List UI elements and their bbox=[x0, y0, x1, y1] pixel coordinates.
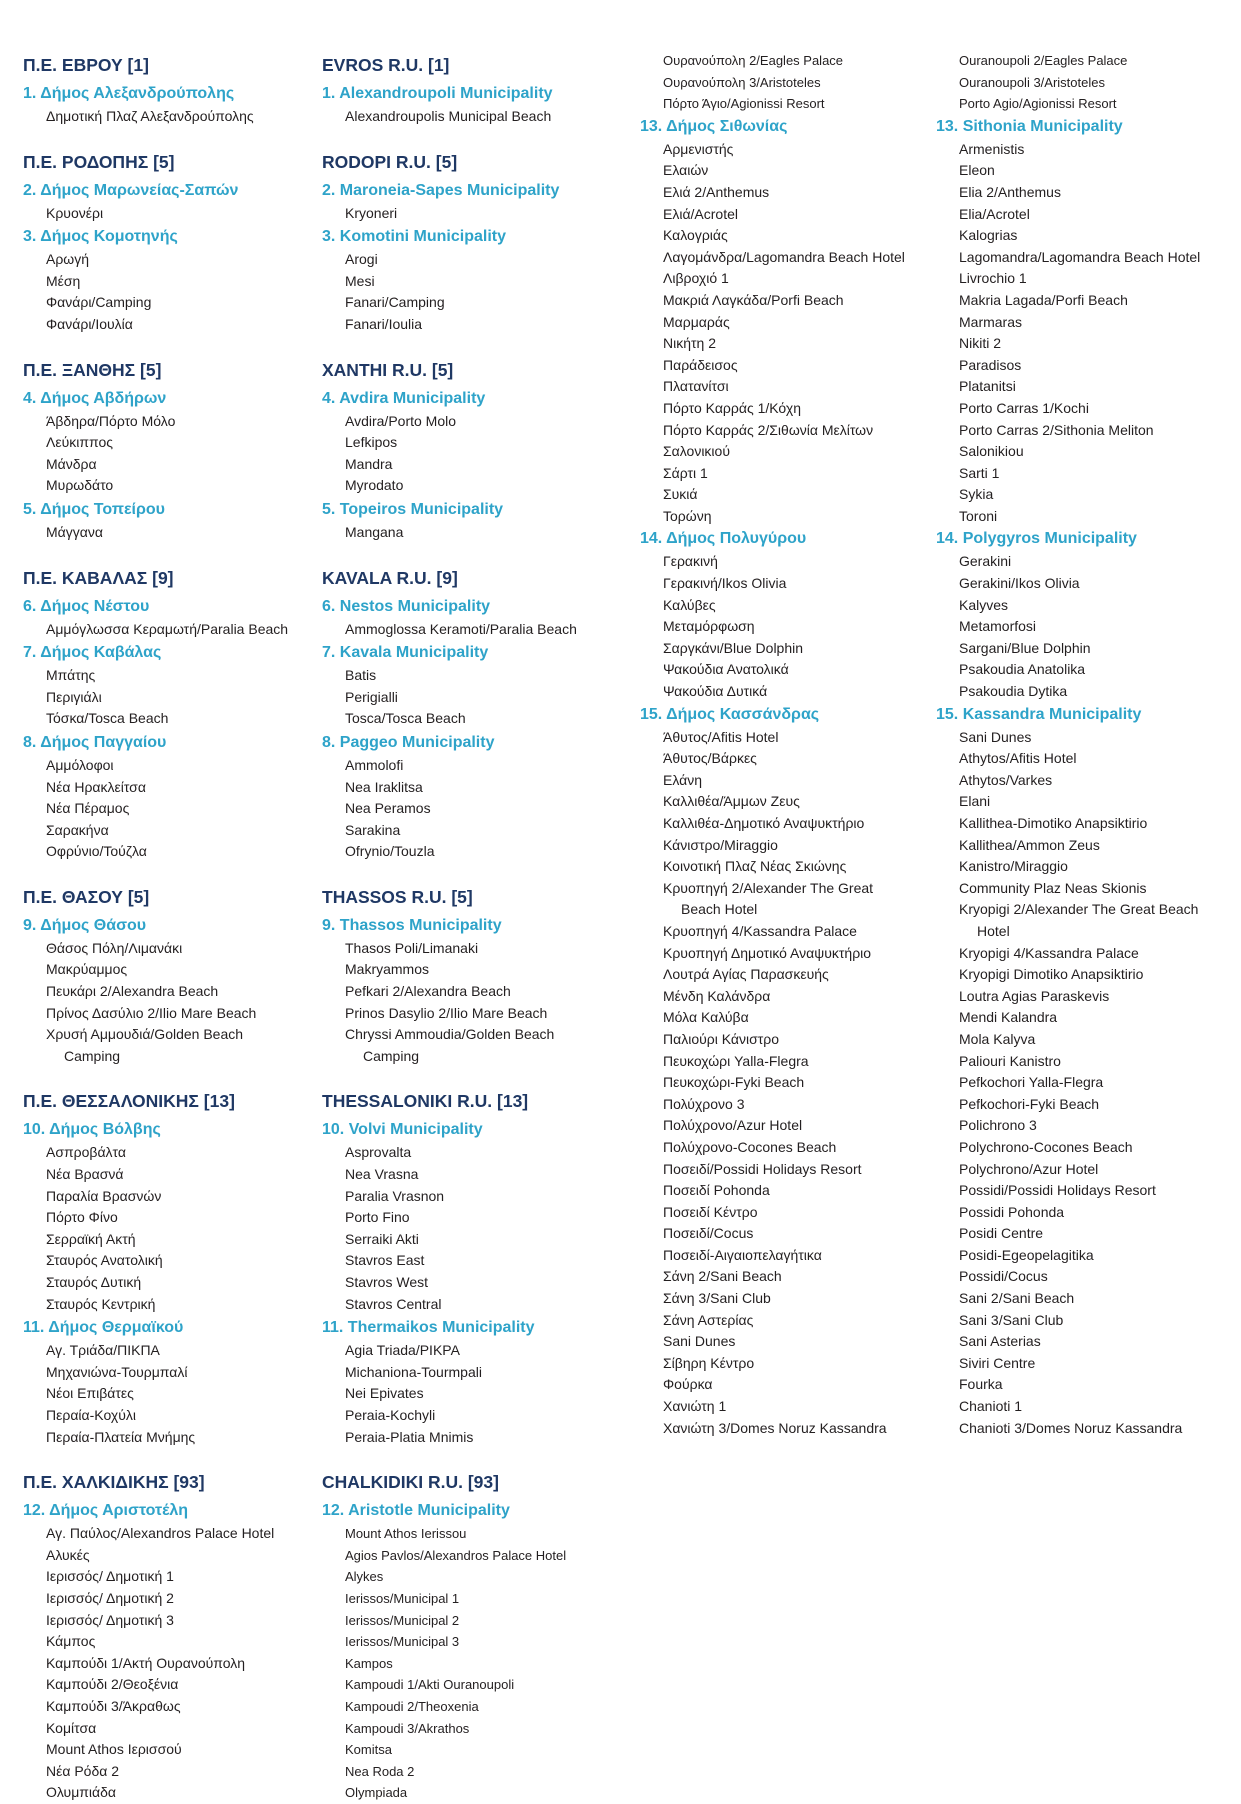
beach-item: Porto Carras 1/Kochi bbox=[959, 399, 1089, 416]
municipality-heading: 13. Sithonia Municipality bbox=[936, 117, 1123, 135]
beach-item: Καλύβες bbox=[663, 596, 716, 613]
beach-item: Καμπούδι 1/Ακτή Ουρανούπολη bbox=[46, 1654, 246, 1671]
beach-item: Hotel bbox=[977, 922, 1010, 939]
beach-item: Πόρτο Καρράς 2/Σιθωνία Μελίτων bbox=[663, 421, 874, 438]
beach-item: Polychrono/Azur Hotel bbox=[959, 1160, 1099, 1177]
beach-item: Ολυμπιάδα bbox=[46, 1784, 117, 1801]
municipality-heading: 10. Volvi Municipality bbox=[322, 1121, 483, 1139]
beach-item: Serraiki Akti bbox=[345, 1230, 419, 1247]
municipality-heading: 9. Δήμος Θάσου bbox=[23, 916, 147, 934]
municipality-heading: 1. Alexandroupoli Municipality bbox=[322, 85, 553, 102]
beach-item: Pefkochori-Fyki Beach bbox=[959, 1095, 1100, 1112]
beach-item: Mount Athos Ιερισσού bbox=[46, 1741, 182, 1758]
municipality-heading: 2. Δήμος Μαρωνείας-Σαπών bbox=[23, 181, 239, 199]
beach-item: Fourka bbox=[959, 1376, 1003, 1393]
beach-item: Perigialli bbox=[345, 688, 398, 705]
municipality-heading: 4. Avdira Municipality bbox=[322, 389, 486, 407]
beach-item: Σίβηρη Κέντρο bbox=[663, 1354, 755, 1371]
beach-item: Posidi-Egeopelagitika bbox=[959, 1246, 1094, 1263]
beach-item: Eleon bbox=[959, 162, 995, 179]
beach-item: Καλογριάς bbox=[663, 227, 728, 244]
beach-item: Ιερισσός/ Δημοτική 2 bbox=[46, 1589, 174, 1606]
beach-item: Siviri Centre bbox=[959, 1354, 1036, 1371]
beach-item: Σταυρός Δυτική bbox=[46, 1274, 142, 1290]
municipality-heading: 10. Δήμος Βόλβης bbox=[23, 1121, 161, 1139]
beach-item: Κοινοτική Πλαζ Νέας Σκιώνης bbox=[663, 858, 847, 875]
beach-item: Σάνη 2/Sani Beach bbox=[663, 1268, 782, 1285]
beach-item: Gerakini/Ikos Olivia bbox=[959, 575, 1080, 592]
beach-item: Batis bbox=[345, 667, 377, 684]
municipality-heading: 7. Kavala Municipality bbox=[322, 644, 489, 662]
beach-item: Μόλα Καλύβα bbox=[663, 1009, 749, 1026]
beach-item: Καμπούδι 2/Θεοξένια bbox=[46, 1676, 179, 1693]
beach-item: Sani Dunes bbox=[959, 728, 1032, 745]
beach-item: Καλλιθέα-Δημοτικό Αναψυκτήριο bbox=[663, 815, 865, 831]
beach-item: Παράδεισος bbox=[663, 356, 738, 373]
beach-item: Paliouri Kanistro bbox=[959, 1052, 1061, 1069]
beach-item: Paralia Vrasnon bbox=[345, 1187, 445, 1204]
beach-item: Αμμόγλωσσα Κεραμωτή/Paralia Beach bbox=[46, 620, 289, 637]
beach-item: Gerakini bbox=[959, 553, 1012, 570]
beach-item: Athytos/Afitis Hotel bbox=[959, 750, 1077, 767]
beach-item: Μυρωδάτο bbox=[46, 477, 114, 494]
beach-item: Kampoudi 2/Theoxenia bbox=[345, 1698, 479, 1714]
beach-item: Ierissos/Municipal 3 bbox=[345, 1634, 460, 1650]
municipality-heading: 6. Δήμος Νέστου bbox=[23, 597, 150, 615]
column-english-2 bbox=[936, 50, 1232, 1439]
region-heading: Π.Ε. ΘΑΣΟΥ [5] bbox=[23, 886, 150, 907]
municipality-heading: 12. Δήμος Αριστοτέλη bbox=[23, 1502, 188, 1520]
beach-item: Mendi Kalandra bbox=[959, 1009, 1058, 1026]
beach-item: Kallithea/Ammon Zeus bbox=[959, 836, 1100, 853]
beach-item: Αρωγή bbox=[46, 251, 90, 268]
beach-item: Φούρκα bbox=[663, 1376, 713, 1393]
beach-item: Φανάρι/Ιουλία bbox=[46, 315, 133, 332]
beach-item: Πευκοχώρι Yalla-Flegra bbox=[663, 1052, 809, 1069]
beach-item: Elia/Acrotel bbox=[959, 205, 1030, 222]
beach-item: Fanari/Ioulia bbox=[345, 315, 423, 332]
beach-item: Ιερισσός/ Δημοτική 3 bbox=[46, 1611, 174, 1628]
beach-item: Makria Lagada/Porfi Beach bbox=[959, 291, 1128, 308]
beach-item: Λιβροχιό 1 bbox=[663, 270, 729, 287]
beach-item: Polychrono-Cocones Beach bbox=[959, 1138, 1133, 1155]
beach-item: Elani bbox=[959, 793, 991, 810]
beach-item: Olympiada bbox=[345, 1785, 408, 1801]
beach-item: Αρμενιστής bbox=[663, 140, 734, 157]
beach-item: Lefkipos bbox=[345, 434, 398, 451]
beach-item: Kalyves bbox=[959, 596, 1009, 613]
beach-item: Μέση bbox=[46, 272, 81, 289]
beach-item: Ποσειδί Κέντρο bbox=[663, 1203, 758, 1220]
column-greek-1 bbox=[23, 50, 289, 1804]
municipality-heading: 6. Nestos Municipality bbox=[322, 597, 491, 615]
municipality-heading: 5. Δήμος Τοπείρου bbox=[23, 500, 165, 518]
beach-item: Σαρακήνα bbox=[46, 821, 109, 838]
beach-item: Νέα Ρόδα 2 bbox=[46, 1762, 120, 1779]
beach-item: Γερακινή/Ikos Olivia bbox=[663, 575, 787, 592]
beach-item: Sani Dunes bbox=[663, 1333, 736, 1350]
beach-item: Ierissos/Municipal 1 bbox=[345, 1590, 460, 1606]
beach-item: Sykia bbox=[959, 486, 994, 503]
beach-item: Agios Pavlos/Alexandros Palace Hotel bbox=[345, 1547, 567, 1563]
beach-item: Armenistis bbox=[959, 140, 1025, 157]
beach-item: Ofrynio/Touzla bbox=[345, 843, 435, 860]
beach-item: Θάσος Πόλη/Λιμανάκι bbox=[46, 939, 183, 956]
beach-item: Alexandroupolis Municipal Beach bbox=[345, 108, 552, 124]
beach-item: Komitsa bbox=[345, 1742, 392, 1758]
beach-item: Pefkochori Yalla-Flegra bbox=[959, 1074, 1104, 1091]
beach-item: Camping bbox=[64, 1047, 121, 1064]
beach-item: Stavros West bbox=[345, 1274, 428, 1290]
beach-item: Ασπροβάλτα bbox=[46, 1144, 126, 1161]
beach-item: Νέα Πέραμος bbox=[46, 800, 130, 817]
beach-item: Toroni bbox=[959, 507, 998, 524]
region-heading: XANTHI R.U. [5] bbox=[322, 359, 454, 380]
beach-item: Συκιά bbox=[663, 486, 698, 503]
beach-item: Kanistro/Miraggio bbox=[959, 858, 1068, 875]
beach-item: Metamorfosi bbox=[959, 618, 1037, 635]
beach-item: Athytos/Varkes bbox=[959, 771, 1053, 788]
beach-item: Κρυονέρι bbox=[46, 204, 104, 221]
beach-item: Ouranoupoli 2/Eagles Palace bbox=[959, 53, 1128, 68]
beach-item: Kryopigi Dimotiko Anapsiktirio bbox=[959, 966, 1144, 983]
beach-item: Kryopigi 2/Alexander The Great Beach bbox=[959, 901, 1199, 918]
beach-item: Καμπούδι 3/Άκραθως bbox=[46, 1697, 181, 1714]
beach-item: Περαία-Κοχύλι bbox=[46, 1406, 136, 1423]
beach-item: Nikiti 2 bbox=[959, 335, 1002, 352]
beach-item: Πλατανίτσι bbox=[663, 378, 729, 395]
region-heading: KAVALA R.U. [9] bbox=[322, 567, 458, 588]
beach-item: Porto Carras 2/Sithonia Meliton bbox=[959, 421, 1154, 438]
beach-item: Ψακούδια Ανατολικά bbox=[663, 661, 789, 678]
beach-item: Χρυσή Αμμουδιά/Golden Beach bbox=[46, 1026, 244, 1043]
beach-item: Agia Triada/PIKPA bbox=[345, 1342, 460, 1359]
beach-item: Mount Athos Ierissou bbox=[345, 1526, 467, 1542]
beach-item: Michaniona-Tourmpali bbox=[345, 1363, 482, 1380]
beach-item: Beach Hotel bbox=[681, 901, 758, 918]
beach-item: Οφρύνιο/Τούζλα bbox=[46, 843, 147, 860]
beach-item: Ouranoupoli 3/Aristoteles bbox=[959, 74, 1105, 90]
beach-item: Mangana bbox=[345, 523, 404, 540]
beach-item: Nea Vrasna bbox=[345, 1166, 419, 1183]
beach-item: Kryopigi 4/Kassandra Palace bbox=[959, 944, 1139, 961]
beach-item: Lagomandra/Lagomandra Beach Hotel bbox=[959, 248, 1201, 265]
beach-item: Peraia-Platia Mnimis bbox=[345, 1428, 474, 1445]
beach-item: Πολύχρονο/Azur Hotel bbox=[663, 1117, 803, 1134]
beach-item: Livrochio 1 bbox=[959, 270, 1027, 287]
beach-item: Ιερισσός/ Δημοτική 1 bbox=[46, 1568, 174, 1585]
beach-item: Μακριά Λαγκάδα/Porfi Beach bbox=[663, 291, 844, 308]
beach-item: Kalogrias bbox=[959, 227, 1018, 244]
beach-item: Σάρτι 1 bbox=[663, 464, 708, 481]
beach-item: Τορώνη bbox=[663, 507, 712, 524]
beach-item: Αγ. Παύλος/Alexandros Palace Hotel bbox=[46, 1525, 275, 1542]
beach-item: Stavros East bbox=[345, 1252, 425, 1269]
beach-item: Άβδηρα/Πόρτο Μόλο bbox=[46, 412, 176, 429]
region-heading: Π.Ε. ΞΑΝΘΗΣ [5] bbox=[23, 359, 162, 380]
municipality-heading: 15. Kassandra Municipality bbox=[936, 705, 1142, 723]
beach-item: Γερακινή bbox=[663, 553, 718, 570]
municipality-heading: 12. Aristotle Municipality bbox=[322, 1502, 510, 1520]
beach-item: Mesi bbox=[345, 272, 375, 289]
beach-item: Παλιούρι Κάνιστρο bbox=[663, 1030, 780, 1047]
beach-item: Polichrono 3 bbox=[959, 1117, 1037, 1134]
beach-item: Σάνη Αστερίας bbox=[663, 1311, 754, 1328]
beach-item: Nei Epivates bbox=[345, 1385, 424, 1402]
region-heading: Π.Ε. ΡΟΔΟΠΗΣ [5] bbox=[23, 151, 175, 172]
beach-item: Ελαιών bbox=[663, 162, 709, 179]
beach-item: Κρυοπηγή 4/Kassandra Palace bbox=[663, 922, 857, 939]
beach-item: Ουρανούπολη 3/Aristoteles bbox=[663, 74, 821, 90]
region-heading: THESSALONIKI R.U. [13] bbox=[322, 1091, 529, 1112]
municipality-heading: 1. Δήμος Αλεξανδρούπολης bbox=[23, 85, 235, 102]
beach-item: Σερραϊκή Ακτή bbox=[46, 1230, 136, 1247]
beach-item: Sarti 1 bbox=[959, 464, 1000, 481]
beach-item: Nea Roda 2 bbox=[345, 1763, 415, 1779]
beach-item: Possidi Pohonda bbox=[959, 1203, 1065, 1220]
beach-item: Μαρμαράς bbox=[663, 313, 730, 330]
beach-item: Sani 3/Sani Club bbox=[959, 1311, 1064, 1328]
beach-item: Tosca/Tosca Beach bbox=[345, 710, 466, 727]
municipality-heading: 7. Δήμος Καβάλας bbox=[23, 644, 162, 662]
beach-item: Chanioti 1 bbox=[959, 1398, 1023, 1415]
beach-item: Αγ. Τριάδα/ΠΙΚΠΑ bbox=[46, 1342, 160, 1359]
beach-item: Posidi Centre bbox=[959, 1225, 1044, 1242]
beach-item: Ποσειδί-Αιγαιοπελαγήτικα bbox=[663, 1246, 822, 1263]
beach-item: Πευκάρι 2/Alexandra Beach bbox=[46, 983, 219, 1000]
beach-item: Καλλιθέα/Άμμων Ζευς bbox=[663, 793, 800, 810]
beach-item: Λαγομάνδρα/Lagomandra Beach Hotel bbox=[663, 248, 905, 265]
beach-item: Psakoudia Anatolika bbox=[959, 661, 1086, 678]
beach-item: Μάνδρα bbox=[46, 455, 97, 472]
beach-item: Παραλία Βρασνών bbox=[46, 1187, 162, 1204]
beach-item: Μένδη Καλάνδρα bbox=[663, 987, 771, 1004]
municipality-heading: 9. Thassos Municipality bbox=[322, 916, 502, 934]
municipality-heading: 2. Maroneia-Sapes Municipality bbox=[322, 181, 560, 199]
beach-item: Kampoudi 1/Akti Ouranoupoli bbox=[345, 1677, 515, 1693]
beach-item: Mola Kalyva bbox=[959, 1030, 1036, 1047]
beach-item: Χανιώτη 3/Domes Noruz Kassandra bbox=[663, 1419, 887, 1436]
beach-item: Loutra Agias Paraskevis bbox=[959, 987, 1110, 1004]
municipality-heading: 11. Δήμος Θερμαϊκού bbox=[23, 1319, 184, 1337]
beach-item: Κρυοπηγή Δημοτικό Αναψυκτήριο bbox=[663, 944, 872, 961]
beach-item: Περιγιάλι bbox=[46, 688, 102, 705]
beach-item: Χανιώτη 1 bbox=[663, 1398, 727, 1415]
beach-item: Avdira/Porto Molo bbox=[345, 412, 457, 429]
municipality-heading: 3. Komotini Municipality bbox=[322, 228, 507, 246]
beach-item: Σαλονικιού bbox=[663, 443, 730, 460]
beach-item: Porto Fino bbox=[345, 1209, 410, 1226]
region-heading: RODOPI R.U. [5] bbox=[322, 151, 458, 172]
beach-item: Κάμπος bbox=[46, 1633, 96, 1650]
beach-item: Τόσκα/Tosca Beach bbox=[46, 710, 169, 727]
beach-item: Περαία-Πλατεία Μνήμης bbox=[46, 1428, 196, 1445]
municipality-heading: 13. Δήμος Σιθωνίας bbox=[640, 117, 788, 135]
beach-item: Λεύκιππος bbox=[46, 434, 114, 451]
beach-item: Σταυρός Ανατολική bbox=[46, 1252, 163, 1269]
beach-item: Salonikiou bbox=[959, 443, 1024, 460]
region-heading: Π.Ε. ΕΒΡΟΥ [1] bbox=[23, 55, 149, 75]
beach-item: Community Plaz Neas Skionis bbox=[959, 879, 1147, 896]
municipality-heading: 4. Δήμος Αβδήρων bbox=[23, 389, 167, 407]
beach-item: Chanioti 3/Domes Noruz Kassandra bbox=[959, 1419, 1183, 1436]
beach-item: Chryssi Ammoudia/Golden Beach bbox=[345, 1026, 555, 1043]
beach-item: Mandra bbox=[345, 455, 393, 472]
beach-item: Φανάρι/Camping bbox=[46, 294, 152, 311]
beach-item: Πόρτο Άγιο/Agionissi Resort bbox=[663, 96, 825, 112]
beach-item: Λουτρά Αγίας Παρασκευής bbox=[663, 966, 829, 983]
beach-item: Paradisos bbox=[959, 356, 1022, 373]
beach-item: Camping bbox=[363, 1047, 420, 1064]
beach-item: Άθυτος/Βάρκες bbox=[663, 750, 757, 767]
beach-item: Nea Iraklitsa bbox=[345, 778, 423, 795]
beach-item: Possidi/Cocus bbox=[959, 1268, 1048, 1285]
beach-item: Μπάτης bbox=[46, 667, 96, 684]
beach-item: Ελιά 2/Anthemus bbox=[663, 183, 770, 200]
beach-item: Πευκοχώρι-Fyki Beach bbox=[663, 1074, 805, 1091]
beach-item: Ποσειδί/Cocus bbox=[663, 1225, 754, 1242]
beach-item: Δημοτική Πλαζ Αλεξανδρούπολης bbox=[46, 108, 254, 124]
beach-item: Sarakina bbox=[345, 821, 401, 838]
beach-item: Makryammos bbox=[345, 961, 430, 978]
beach-item: Sani 2/Sani Beach bbox=[959, 1290, 1075, 1307]
beach-item: Σταυρός Κεντρική bbox=[46, 1295, 156, 1312]
municipality-heading: 8. Δήμος Παγγαίου bbox=[23, 733, 167, 751]
beach-item: Prinos Dasylio 2/Ilio Mare Beach bbox=[345, 1004, 548, 1021]
region-heading: Π.Ε. ΚΑΒΑΛΑΣ [9] bbox=[23, 567, 174, 588]
beach-item: Αλυκές bbox=[46, 1546, 90, 1563]
beach-item: Stavros Central bbox=[345, 1295, 442, 1312]
beach-item: Ποσειδί/Possidi Holidays Resort bbox=[663, 1160, 862, 1177]
beach-item: Elia 2/Anthemus bbox=[959, 183, 1061, 200]
beach-item: Μακρύαμμος bbox=[46, 961, 128, 978]
beach-item: Possidi/Possidi Holidays Resort bbox=[959, 1182, 1156, 1199]
beach-item: Platanitsi bbox=[959, 378, 1016, 395]
beach-item: Νέα Βρασνά bbox=[46, 1166, 124, 1183]
beach-item: Kallithea-Dimotiko Anapsiktirio bbox=[959, 815, 1148, 831]
region-heading: Π.Ε. ΧΑΛΚΙΔΙΚΗΣ [93] bbox=[23, 1472, 205, 1493]
beach-item: Peraia-Kochyli bbox=[345, 1406, 436, 1423]
beach-item: Kampoudi 3/Akrathos bbox=[345, 1720, 470, 1736]
beach-item: Arogi bbox=[345, 251, 378, 268]
beach-item: Νέα Ηρακλείτσα bbox=[46, 778, 146, 795]
municipality-heading: 11. Thermaikos Municipality bbox=[322, 1319, 535, 1337]
beach-item: Νικήτη 2 bbox=[663, 335, 716, 352]
column-english-1 bbox=[322, 50, 622, 1804]
beach-item: Fanari/Camping bbox=[345, 294, 445, 311]
beach-item: Sargani/Blue Dolphin bbox=[959, 639, 1091, 656]
beach-item: Άθυτος/Afitis Hotel bbox=[663, 728, 779, 745]
region-heading: Π.Ε. ΘΕΣΣΑΛΟΝΙΚΗΣ [13] bbox=[23, 1091, 235, 1112]
beach-item: Alykes bbox=[345, 1569, 384, 1585]
beach-item: Thasos Poli/Limanaki bbox=[345, 939, 479, 956]
beach-item: Ελιά/Acrotel bbox=[663, 205, 739, 222]
beach-item: Ελάνη bbox=[663, 771, 703, 788]
beach-item: Psakoudia Dytika bbox=[959, 683, 1068, 700]
column-greek-2 bbox=[640, 50, 932, 1439]
beach-item: Μηχανιώνα-Τουρμπαλί bbox=[46, 1363, 188, 1380]
beach-item: Ψακούδια Δυτικά bbox=[663, 683, 768, 700]
beach-item: Myrodato bbox=[345, 477, 404, 494]
beach-item: Νέοι Επιβάτες bbox=[46, 1385, 134, 1402]
beach-item: Ποσειδί Pohonda bbox=[663, 1182, 770, 1199]
beach-item: Αμμόλοφοι bbox=[46, 756, 114, 773]
beach-item: Πόρτο Καρράς 1/Κόχη bbox=[663, 399, 801, 416]
municipality-heading: 14. Δήμος Πολυγύρου bbox=[640, 530, 807, 548]
region-heading: EVROS R.U. [1] bbox=[322, 55, 450, 75]
beach-item: Porto Agio/Agionissi Resort bbox=[959, 96, 1117, 112]
beach-item: Sani Asterias bbox=[959, 1333, 1041, 1350]
municipality-heading: 15. Δήμος Κασσάνδρας bbox=[640, 705, 820, 723]
beach-item: Ουρανούπολη 2/Eagles Palace bbox=[663, 53, 844, 68]
beach-item: Πολύχρονο-Cocones Beach bbox=[663, 1138, 837, 1155]
region-heading: THASSOS R.U. [5] bbox=[322, 886, 473, 907]
beach-item: Marmaras bbox=[959, 313, 1023, 330]
beach-item: Σαργκάνι/Blue Dolphin bbox=[663, 639, 804, 656]
beach-item: Κομίτσα bbox=[46, 1719, 97, 1736]
beach-item: Ammolofi bbox=[345, 756, 404, 773]
municipality-heading: 3. Δήμος Κομοτηνής bbox=[23, 228, 178, 246]
beach-item: Kampos bbox=[345, 1655, 393, 1671]
beach-item: Nea Peramos bbox=[345, 800, 431, 817]
municipality-heading: 8. Paggeo Municipality bbox=[322, 733, 495, 751]
beach-item: Pefkari 2/Alexandra Beach bbox=[345, 983, 511, 1000]
beach-item: Πολύχρονο 3 bbox=[663, 1095, 745, 1112]
beach-item: Kryoneri bbox=[345, 204, 398, 221]
beach-item: Σάνη 3/Sani Club bbox=[663, 1290, 771, 1307]
beach-item: Asprovalta bbox=[345, 1144, 412, 1161]
beach-item: Μάγγανα bbox=[46, 523, 103, 540]
beach-item: Κρυοπηγή 2/Alexander The Great bbox=[663, 879, 874, 896]
beach-item: Κάνιστρο/Miraggio bbox=[663, 836, 778, 853]
beach-item: Ammoglossa Keramoti/Paralia Beach bbox=[345, 620, 577, 637]
municipality-heading: 14. Polygyros Municipality bbox=[936, 530, 1137, 548]
beach-item: Ierissos/Municipal 2 bbox=[345, 1612, 460, 1628]
municipality-heading: 5. Topeiros Municipality bbox=[322, 500, 504, 518]
region-heading: CHALKIDIKI R.U. [93] bbox=[322, 1472, 499, 1493]
beach-item: Πόρτο Φίνο bbox=[46, 1209, 118, 1226]
beach-item: Μεταμόρφωση bbox=[663, 618, 755, 635]
beach-item: Πρίνος Δασύλιο 2/Ilio Mare Beach bbox=[46, 1004, 257, 1021]
